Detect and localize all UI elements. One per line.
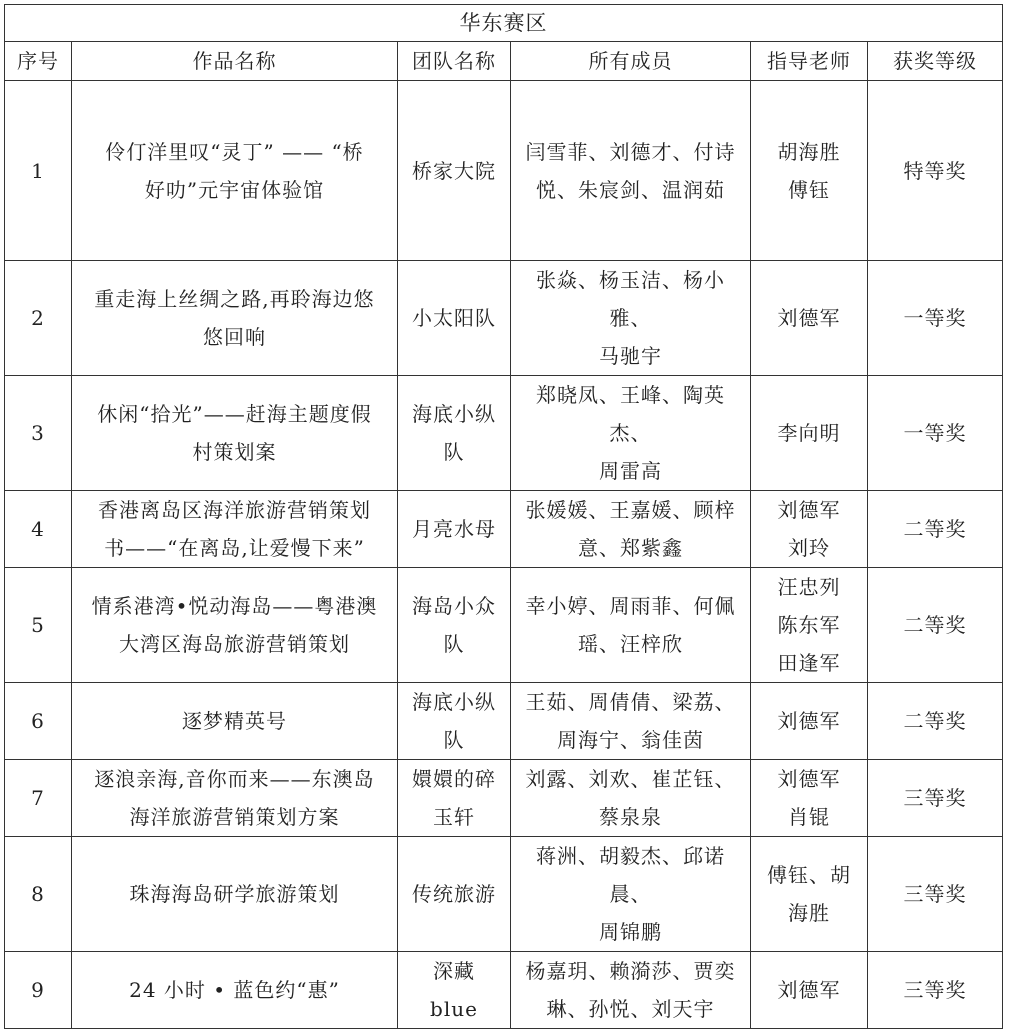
advisor-cell bbox=[751, 568, 868, 683]
work-name: 情系港湾•悦动海岛——粤港澳 大湾区海岛旅游营销策划 bbox=[91, 594, 378, 656]
row-number: 9 bbox=[31, 978, 45, 1002]
award-level: 三等奖 bbox=[903, 978, 967, 1002]
advisor-cell bbox=[751, 261, 868, 376]
members: 蒋洲、胡毅杰、邱诺晨、 周锦鹏 bbox=[536, 844, 725, 944]
row-number: 8 bbox=[31, 882, 45, 906]
work-name-cell bbox=[72, 683, 398, 760]
row-number-cell bbox=[5, 491, 72, 568]
advisor-cell bbox=[751, 952, 868, 1029]
team-name: 海底小纵 队 bbox=[412, 402, 496, 464]
header-members: 所有成员 bbox=[511, 42, 751, 81]
team-name: 海岛小众 队 bbox=[412, 594, 496, 656]
members-cell bbox=[511, 952, 751, 1029]
work-name-cell bbox=[72, 837, 398, 952]
work-name: 休闲“拾光”——赶海主题度假 村策划案 bbox=[97, 402, 372, 464]
award-level: 二等奖 bbox=[903, 613, 967, 637]
header-advisor: 指导老师 bbox=[751, 42, 868, 81]
award-level: 二等奖 bbox=[903, 517, 967, 541]
work-name: 重走海上丝绸之路,再聆海边悠 悠回响 bbox=[94, 287, 375, 349]
members-cell bbox=[511, 760, 751, 837]
advisor: 李向明 bbox=[777, 421, 841, 445]
team-name: 桥家大院 bbox=[412, 158, 496, 183]
award-level-cell bbox=[868, 683, 1003, 760]
team-name-cell bbox=[398, 760, 511, 837]
row-number-cell bbox=[5, 261, 72, 376]
award-level: 二等奖 bbox=[903, 709, 967, 733]
award-level-cell bbox=[868, 491, 1003, 568]
work-name: 逐梦精英号 bbox=[182, 709, 287, 733]
award-level-cell bbox=[868, 81, 1003, 261]
work-name: 珠海海岛研学旅游策划 bbox=[129, 882, 340, 906]
members: 王茹、周倩倩、梁荔、 周海宁、翁佳茵 bbox=[525, 690, 736, 752]
team-name: 嬛嬛的碎 玉轩 bbox=[412, 767, 496, 829]
advisor: 刘德军 肖锟 bbox=[777, 767, 841, 829]
advisor: 刘德军 bbox=[777, 709, 841, 733]
members-cell bbox=[511, 568, 751, 683]
table-row bbox=[5, 952, 1003, 1029]
table-row bbox=[5, 837, 1003, 952]
row-number: 5 bbox=[31, 613, 45, 637]
award-level-cell bbox=[868, 837, 1003, 952]
row-number-cell bbox=[5, 568, 72, 683]
header-award: 获奖等级 bbox=[868, 42, 1003, 81]
header-no: 序号 bbox=[5, 42, 72, 81]
members: 闫雪菲、刘德才、付诗 悦、朱宸剑、温润茹 bbox=[525, 139, 736, 202]
team-name: 海底小纵 队 bbox=[412, 690, 496, 752]
team-name: 月亮水母 bbox=[412, 517, 496, 541]
work-name-cell bbox=[72, 491, 398, 568]
members-cell bbox=[511, 81, 751, 261]
row-number: 1 bbox=[31, 158, 45, 183]
work-name-cell bbox=[72, 376, 398, 491]
team-name-cell bbox=[398, 81, 511, 261]
members: 幸小婷、周雨菲、何佩 瑶、汪梓欣 bbox=[525, 594, 736, 656]
advisor-cell bbox=[751, 683, 868, 760]
table-row bbox=[5, 261, 1003, 376]
row-number-cell bbox=[5, 683, 72, 760]
team-name-cell bbox=[398, 837, 511, 952]
advisor-cell bbox=[751, 81, 868, 261]
work-name: 香港离岛区海洋旅游营销策划 书——“在离岛,让爱慢下来” bbox=[98, 498, 371, 560]
members-cell bbox=[511, 491, 751, 568]
award-level: 一等奖 bbox=[903, 306, 967, 330]
members: 郑晓凤、王峰、陶英杰、 周雷高 bbox=[536, 383, 725, 483]
team-name-cell bbox=[398, 568, 511, 683]
header-work: 作品名称 bbox=[72, 42, 398, 81]
row-number-cell bbox=[5, 81, 72, 261]
members-cell bbox=[511, 261, 751, 376]
team-name-cell bbox=[398, 491, 511, 568]
advisor: 胡海胜 傅钰 bbox=[777, 139, 841, 202]
row-number-cell bbox=[5, 376, 72, 491]
members: 刘露、刘欢、崔芷钰、 蔡泉泉 bbox=[525, 767, 736, 829]
table-row bbox=[5, 376, 1003, 491]
award-level-cell bbox=[868, 376, 1003, 491]
table-row bbox=[5, 81, 1003, 261]
row-number-cell bbox=[5, 760, 72, 837]
row-number: 3 bbox=[31, 421, 45, 445]
team-name-cell bbox=[398, 683, 511, 760]
advisor: 刘德军 bbox=[777, 306, 841, 330]
team-name: 小太阳队 bbox=[412, 306, 496, 330]
row-number: 6 bbox=[31, 709, 45, 733]
advisor-cell bbox=[751, 376, 868, 491]
members: 杨嘉玥、赖漪莎、贾奕 琳、孙悦、刘天宇 bbox=[525, 959, 736, 1021]
row-number: 2 bbox=[31, 306, 45, 330]
work-name: 逐浪亲海,音你而来——东澳岛 海洋旅游营销策划方案 bbox=[94, 767, 375, 829]
advisor-cell bbox=[751, 760, 868, 837]
work-name: 伶仃洋里叹“灵丁” —— “桥 好叻”元宇宙体验馆 bbox=[105, 139, 364, 202]
work-name-cell bbox=[72, 952, 398, 1029]
region-title: 华东赛区 bbox=[5, 5, 1003, 42]
advisor-cell bbox=[751, 491, 868, 568]
members: 张媛媛、王嘉媛、顾梓 意、郑紫鑫 bbox=[525, 498, 736, 560]
header-team: 团队名称 bbox=[398, 42, 511, 81]
team-name-cell bbox=[398, 261, 511, 376]
award-level-cell bbox=[868, 261, 1003, 376]
work-name-cell bbox=[72, 261, 398, 376]
advisor: 刘德军 bbox=[777, 978, 841, 1002]
award-level-cell bbox=[868, 760, 1003, 837]
members-cell bbox=[511, 376, 751, 491]
members-cell bbox=[511, 683, 751, 760]
advisor: 傅钰、胡 海胜 bbox=[767, 863, 851, 925]
team-name: 传统旅游 bbox=[412, 882, 496, 906]
table-row bbox=[5, 760, 1003, 837]
award-level: 一等奖 bbox=[903, 421, 967, 445]
row-number: 4 bbox=[31, 517, 45, 541]
members-cell bbox=[511, 837, 751, 952]
table-row bbox=[5, 683, 1003, 760]
award-level-cell bbox=[868, 568, 1003, 683]
award-level-cell bbox=[868, 952, 1003, 1029]
award-level: 特等奖 bbox=[903, 158, 967, 183]
work-name-cell bbox=[72, 81, 398, 261]
awards-table bbox=[4, 4, 1003, 1029]
team-name-cell bbox=[398, 952, 511, 1029]
table-row bbox=[5, 568, 1003, 683]
row-number-cell bbox=[5, 837, 72, 952]
work-name: 24 小时 • 蓝色约“惠” bbox=[129, 978, 340, 1002]
work-name-cell bbox=[72, 760, 398, 837]
table-row bbox=[5, 491, 1003, 568]
advisor: 刘德军 刘玲 bbox=[777, 498, 841, 560]
row-number: 7 bbox=[31, 786, 45, 810]
members: 张焱、杨玉洁、杨小雅、 马驰宇 bbox=[536, 268, 725, 368]
award-level: 三等奖 bbox=[903, 882, 967, 906]
award-level: 三等奖 bbox=[903, 786, 967, 810]
row-number-cell bbox=[5, 952, 72, 1029]
team-name: 深藏 blue bbox=[430, 959, 478, 1021]
advisor: 汪忠列 陈东军 田逢军 bbox=[777, 575, 841, 675]
advisor-cell bbox=[751, 837, 868, 952]
work-name-cell bbox=[72, 568, 398, 683]
team-name-cell bbox=[398, 376, 511, 491]
